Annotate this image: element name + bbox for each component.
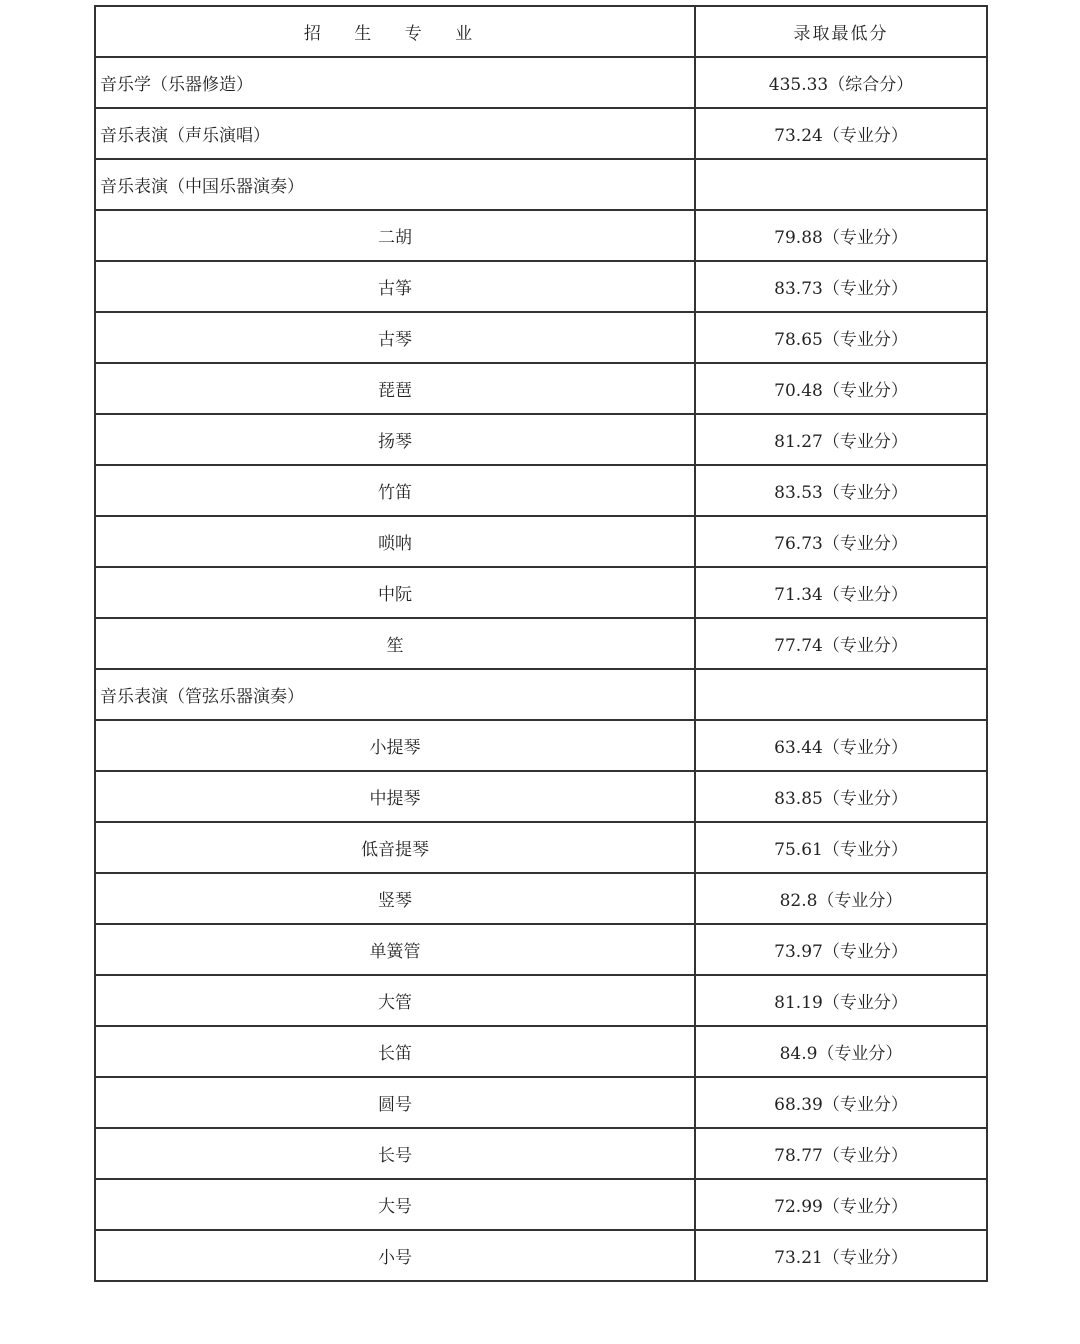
score-cell: 71.34（专业分） — [695, 567, 987, 618]
score-cell: 68.39（专业分） — [695, 1077, 987, 1128]
table-row — [95, 210, 987, 261]
score-cell: 76.73（专业分） — [695, 516, 987, 567]
table-row — [95, 873, 987, 924]
score-cell — [695, 159, 987, 210]
score-cell: 70.48（专业分） — [695, 363, 987, 414]
table-row — [95, 159, 987, 210]
score-cell: 78.77（专业分） — [695, 1128, 987, 1179]
score-cell: 73.24（专业分） — [695, 108, 987, 159]
table-row — [95, 1026, 987, 1077]
table-row — [95, 975, 987, 1026]
table-row — [95, 363, 987, 414]
major-cell: 大号 — [95, 1179, 695, 1230]
major-cell: 竹笛 — [95, 465, 695, 516]
table-row — [95, 1230, 987, 1281]
major-cell: 竖琴 — [95, 873, 695, 924]
major-cell: 小号 — [95, 1230, 695, 1281]
major-cell: 小提琴 — [95, 720, 695, 771]
table-row — [95, 924, 987, 975]
score-cell: 82.8（专业分） — [695, 873, 987, 924]
major-cell: 音乐表演（声乐演唱） — [95, 108, 695, 159]
major-cell: 二胡 — [95, 210, 695, 261]
score-cell: 77.74（专业分） — [695, 618, 987, 669]
major-cell: 音乐表演（中国乐器演奏） — [95, 159, 695, 210]
score-cell: 72.99（专业分） — [695, 1179, 987, 1230]
major-cell: 大管 — [95, 975, 695, 1026]
table-row — [95, 108, 987, 159]
score-cell: 435.33（综合分） — [695, 57, 987, 108]
table-row — [95, 1128, 987, 1179]
table-body — [95, 6, 987, 1281]
header-major: 招 生 专 业 — [95, 6, 695, 57]
table-row — [95, 516, 987, 567]
table-row — [95, 57, 987, 108]
score-cell: 78.65（专业分） — [695, 312, 987, 363]
table-row — [95, 1179, 987, 1230]
score-cell: 73.97（专业分） — [695, 924, 987, 975]
table-row — [95, 822, 987, 873]
table-header-row — [95, 6, 987, 57]
major-cell: 长笛 — [95, 1026, 695, 1077]
table-row — [95, 1077, 987, 1128]
score-cell: 81.27（专业分） — [695, 414, 987, 465]
major-cell: 笙 — [95, 618, 695, 669]
score-cell: 84.9（专业分） — [695, 1026, 987, 1077]
major-cell: 扬琴 — [95, 414, 695, 465]
major-cell: 音乐表演（管弦乐器演奏） — [95, 669, 695, 720]
table-row — [95, 567, 987, 618]
score-cell: 75.61（专业分） — [695, 822, 987, 873]
admission-score-table — [94, 5, 988, 1282]
table-row — [95, 669, 987, 720]
major-cell: 古筝 — [95, 261, 695, 312]
table-row — [95, 261, 987, 312]
major-cell: 古琴 — [95, 312, 695, 363]
score-cell: 63.44（专业分） — [695, 720, 987, 771]
score-cell: 79.88（专业分） — [695, 210, 987, 261]
score-cell: 81.19（专业分） — [695, 975, 987, 1026]
major-cell: 中提琴 — [95, 771, 695, 822]
major-cell: 单簧管 — [95, 924, 695, 975]
score-cell — [695, 669, 987, 720]
major-cell: 圆号 — [95, 1077, 695, 1128]
table-row — [95, 771, 987, 822]
major-cell: 长号 — [95, 1128, 695, 1179]
score-cell: 73.21（专业分） — [695, 1230, 987, 1281]
table-row — [95, 312, 987, 363]
table-row — [95, 414, 987, 465]
major-cell: 音乐学（乐器修造） — [95, 57, 695, 108]
major-cell: 中阮 — [95, 567, 695, 618]
header-min-score: 录取最低分 — [695, 6, 987, 57]
table-row — [95, 618, 987, 669]
major-cell: 琵琶 — [95, 363, 695, 414]
major-cell: 低音提琴 — [95, 822, 695, 873]
table-row — [95, 720, 987, 771]
score-cell: 83.53（专业分） — [695, 465, 987, 516]
table-row — [95, 465, 987, 516]
major-cell: 唢呐 — [95, 516, 695, 567]
score-cell: 83.73（专业分） — [695, 261, 987, 312]
score-cell: 83.85（专业分） — [695, 771, 987, 822]
